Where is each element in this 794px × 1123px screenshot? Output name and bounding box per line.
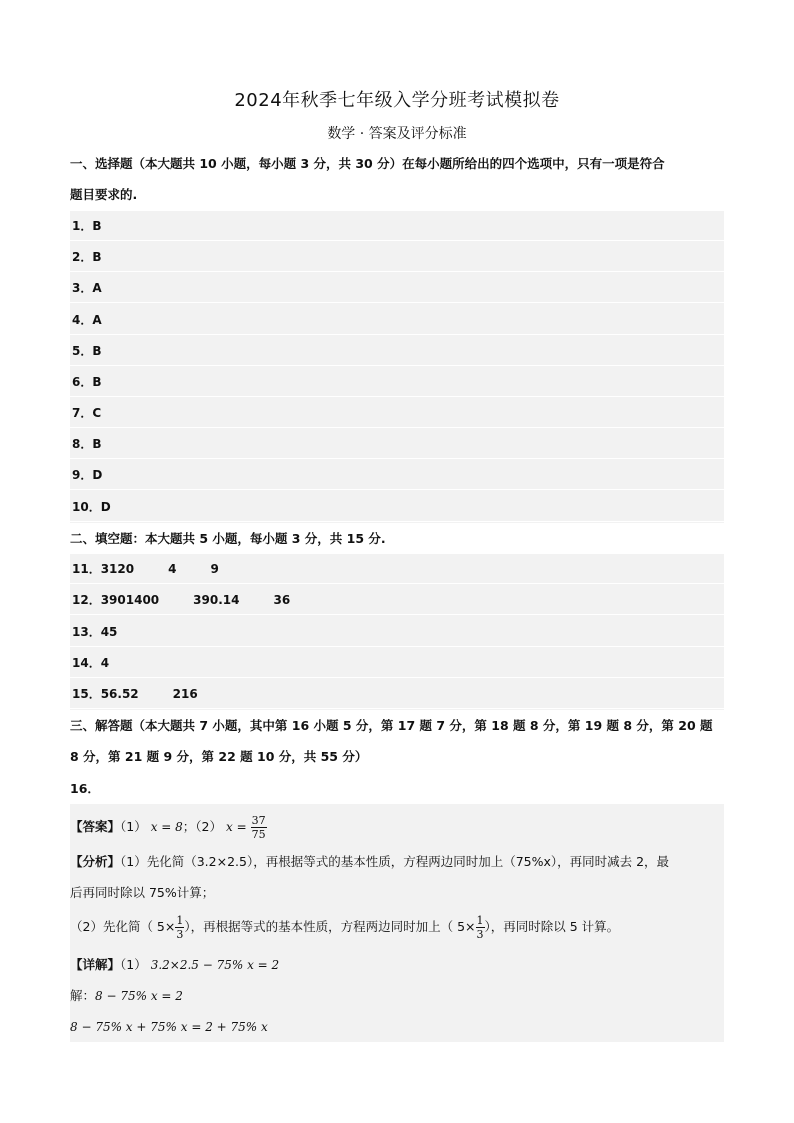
fraction-numerator: 1 bbox=[176, 914, 184, 927]
fill-answer-number: 11． bbox=[72, 562, 101, 576]
detail-equation-3-line bbox=[70, 1018, 724, 1036]
fill-answer-part: 216 bbox=[172, 687, 198, 701]
choice-answer: 6．B bbox=[72, 375, 102, 389]
fraction-denominator: 3 bbox=[176, 928, 184, 941]
fraction-denominator: 3 bbox=[476, 928, 484, 941]
choice-answer: 10．D bbox=[72, 500, 111, 514]
fill-answer-row bbox=[70, 617, 724, 647]
detail-equation-2: 8 − 75% x = 2 bbox=[95, 989, 183, 1003]
choice-answer-row bbox=[70, 305, 724, 335]
solve-line bbox=[70, 987, 724, 1005]
analysis-text-3b: ），再根据等式的基本性质，方程两边同时加上（ 5× bbox=[184, 919, 476, 934]
analysis-fraction-2 bbox=[476, 914, 485, 941]
detail-part-label: （1） bbox=[120, 957, 147, 972]
answer-equation-2-lhs: x = bbox=[225, 820, 247, 834]
fraction-numerator: 1 bbox=[476, 914, 484, 927]
section2-heading: 二、填空题：本大题共 5 小题，每小题 3 分，共 15 分. bbox=[70, 531, 386, 546]
fraction-numerator: 37 bbox=[251, 814, 266, 827]
fill-answer-part: 4 bbox=[100, 656, 110, 670]
analysis-line-2: 后再同时除以 75%计算； bbox=[70, 885, 215, 900]
fill-answer-part: 390.14 bbox=[193, 593, 240, 607]
choice-answer-row bbox=[70, 336, 724, 366]
answer-tag: 【答案】 bbox=[70, 819, 121, 834]
choice-answer: 4．A bbox=[72, 313, 102, 327]
fill-answer-row bbox=[70, 648, 724, 678]
fill-answer-part: 56.52 bbox=[100, 687, 139, 701]
fill-answer-part: 3901400 bbox=[100, 593, 160, 607]
page-subtitle: 数学 · 答案及评分标准 bbox=[327, 126, 467, 142]
detail-equation-3: 8 − 75% x + 75% x = 2 + 75% x bbox=[70, 1020, 268, 1034]
answer-part-label: （1） bbox=[120, 819, 147, 834]
fill-answer-part: 9 bbox=[210, 562, 219, 576]
section1-heading-line1: 一、选择题（本大题共 10 小题，每小题 3 分，共 30 分）在每小题所给出的四个选项中，只有一项是符合 bbox=[70, 156, 665, 171]
analysis-line-3 bbox=[70, 914, 724, 944]
choice-answer-row bbox=[70, 242, 724, 272]
fill-answer-part: 45 bbox=[100, 625, 118, 639]
page-title: 2024年秋季七年级入学分班考试模拟卷 bbox=[234, 90, 560, 111]
answer-separator: ；（2） bbox=[182, 819, 222, 834]
answer-equation-1: x = 8 bbox=[150, 820, 183, 834]
choice-answer: 5．B bbox=[72, 344, 102, 358]
choice-answer-row bbox=[70, 367, 724, 397]
analysis-text-1: （1）先化简（3.2×2.5），再根据等式的基本性质，方程两边同时加上（75%x），再同时减去 2，最 bbox=[120, 854, 670, 869]
choice-answer-row bbox=[70, 211, 724, 241]
fill-answer-row bbox=[70, 679, 724, 709]
choice-answer: 1．B bbox=[72, 219, 102, 233]
choice-answer: 7．C bbox=[72, 406, 102, 420]
choice-answer: 2．B bbox=[72, 250, 102, 264]
choice-answer: 3．A bbox=[72, 281, 102, 295]
solve-label: 解： bbox=[70, 988, 96, 1003]
fill-answer-part: 3120 bbox=[100, 562, 135, 576]
analysis-fraction-1 bbox=[175, 914, 184, 941]
analysis-text-3c: ），再同时除以 5 计算。 bbox=[484, 919, 620, 934]
question-16-label: 16． bbox=[70, 781, 100, 796]
fraction-denominator: 75 bbox=[251, 828, 266, 841]
section3-heading-line1: 三、解答题（本大题共 7 小题，其中第 16 小题 5 分，第 17 题 7 分，第 18 题 8 分，第 19 题 8 分，第 20 题 bbox=[70, 718, 713, 733]
fill-answer-part: 36 bbox=[273, 593, 291, 607]
answer-line bbox=[70, 814, 724, 842]
choice-answer-row bbox=[70, 429, 724, 459]
detail-tag: 【详解】 bbox=[70, 957, 121, 972]
answer-fraction bbox=[251, 814, 267, 841]
fill-answer-number: 12． bbox=[72, 593, 101, 607]
section1-heading-line2: 题目要求的. bbox=[70, 187, 138, 202]
analysis-text-3a: （2）先化简（ 5× bbox=[70, 919, 176, 934]
fill-answer-number: 15． bbox=[72, 687, 101, 701]
detail-equation-1: 3.2×2.5 − 75% x = 2 bbox=[150, 958, 280, 972]
fill-answer-number: 14． bbox=[72, 656, 101, 670]
fill-answer-row bbox=[70, 585, 724, 615]
detail-line bbox=[70, 956, 724, 974]
fill-answer-part: 4 bbox=[168, 562, 177, 576]
section3-heading-line2: 8 分，第 21 题 9 分，第 22 题 10 分，共 55 分） bbox=[70, 749, 368, 764]
fill-answer-number: 13． bbox=[72, 625, 101, 639]
fill-answer-row bbox=[70, 554, 724, 584]
choice-answer: 9．D bbox=[72, 468, 103, 482]
choice-answer-row bbox=[70, 460, 724, 490]
choice-answer-row bbox=[70, 273, 724, 303]
choice-answer-row bbox=[70, 398, 724, 428]
analysis-line-1 bbox=[70, 853, 724, 871]
analysis-tag: 【分析】 bbox=[70, 854, 121, 869]
choice-answer: 8．B bbox=[72, 437, 102, 451]
choice-answer-row bbox=[70, 492, 724, 522]
